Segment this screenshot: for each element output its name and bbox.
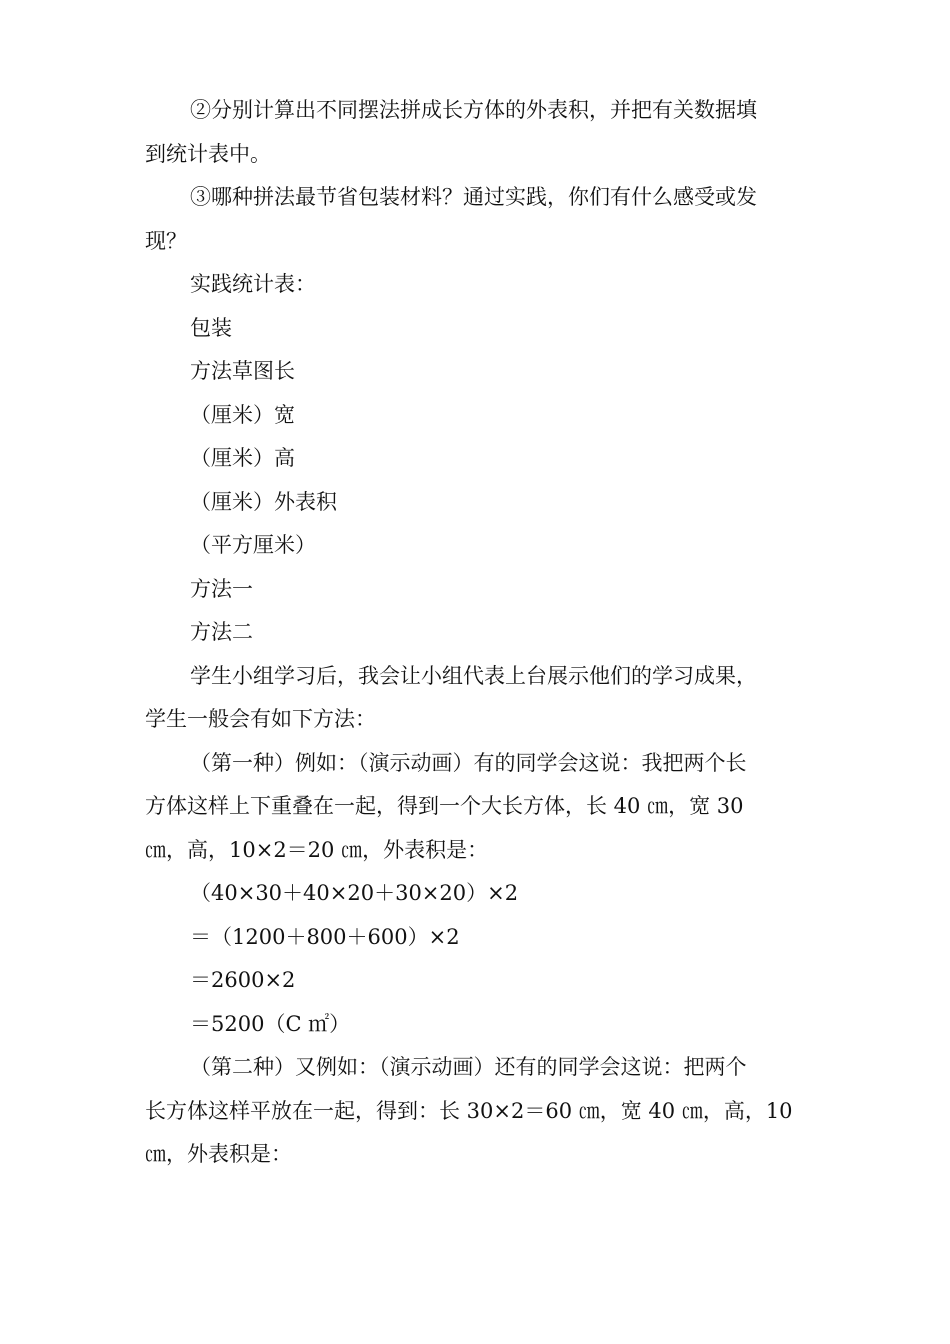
text-line-9: （厘米）高 [190,446,295,470]
text-line-8: （厘米）宽 [190,403,295,427]
text-line-20: 长方体这样平放在一起，得到：长 30×2＝60 ㎝，宽 40 ㎝，高，10 [145,1099,793,1123]
text-line-11: （平方厘米） [190,533,316,557]
text-line-17: 方体这样上下重叠在一起，得到一个大长方体，长 40 ㎝，宽 30 [145,794,744,818]
text-line-14: 学生小组学习后，我会让小组代表上台展示他们的学习成果， [190,664,757,688]
text-line-4: 现？ [145,229,187,253]
text-line-13: 方法二 [190,620,253,644]
text-line-12: 方法一 [190,577,253,601]
text-line-3: ③哪种拼法最节省包装材料？通过实践，你们有什么感受或发 [190,185,757,209]
text-line-10: （厘米）外表积 [190,490,337,514]
text-line-2: 到统计表中。 [145,142,271,166]
formula-line-4: ＝5200（C ㎡） [190,1012,351,1036]
text-line-18: ㎝，高，10×2＝20 ㎝，外表积是： [145,838,489,862]
text-line-15: 学生一般会有如下方法： [145,707,376,731]
text-line-16: （第一种）例如：（演示动画）有的同学会这说：我把两个长 [190,751,747,775]
text-line-6: 包装 [190,316,232,340]
formula-line-2: ＝（1200＋800＋600）×2 [190,925,460,949]
formula-line-3: ＝2600×2 [190,968,296,992]
text-line-21: ㎝，外表积是： [145,1142,292,1166]
text-line-1: ②分别计算出不同摆法拼成长方体的外表积，并把有关数据填 [190,98,757,122]
text-line-19: （第二种）又例如：（演示动画）还有的同学会这说：把两个 [190,1055,747,1079]
text-line-5: 实践统计表： [190,272,316,296]
formula-line-1: （40×30＋40×20＋30×20）×2 [190,881,519,905]
text-line-7: 方法草图长 [190,359,295,383]
